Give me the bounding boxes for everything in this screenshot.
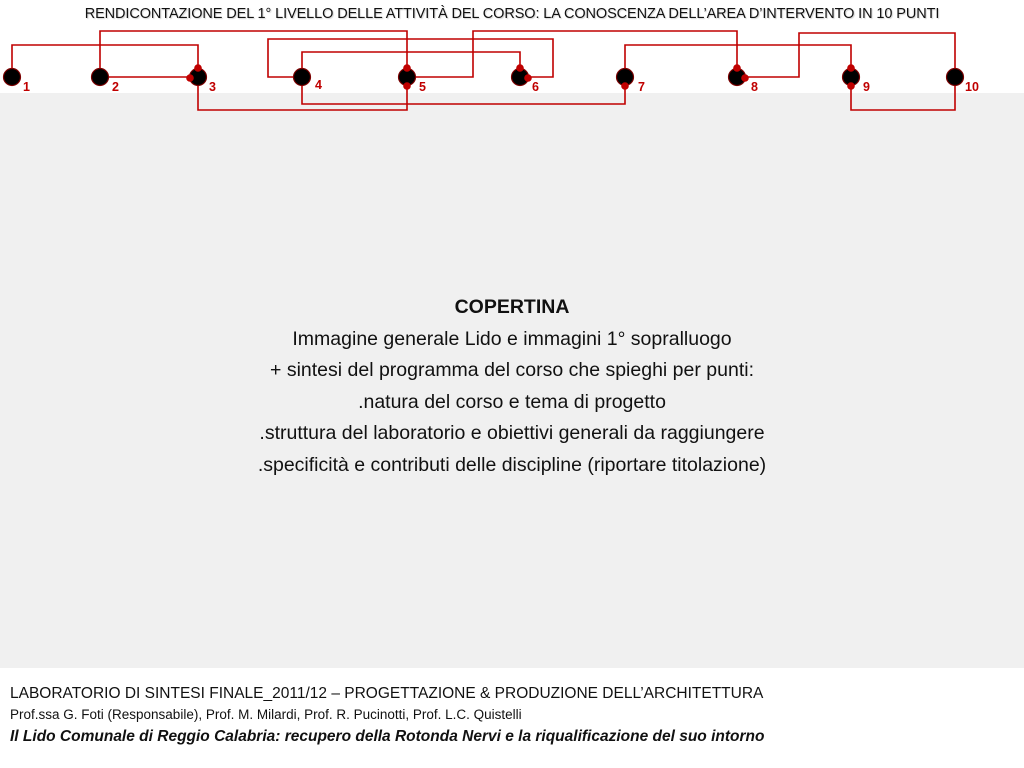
body-line: + sintesi del programma del corso che spieghi per punti: [270, 359, 754, 381]
connector-4-7 [302, 77, 625, 104]
body-line: .struttura del laboratorio e obiettivi generali da raggiungere [259, 422, 765, 444]
node-label-1: 1 [23, 80, 30, 94]
node-5 [399, 64, 416, 90]
node-label-9: 9 [863, 80, 870, 94]
node-7 [617, 69, 634, 90]
node-9 [843, 64, 860, 90]
node-6 [512, 64, 532, 85]
slide-footer [10, 683, 1020, 748]
node-label-3: 3 [209, 80, 216, 94]
slide-body [0, 292, 1024, 481]
ten-points-connection-diagram [0, 0, 1024, 120]
footer-course-name: LABORATORIO DI SINTESI FINALE_2011/12 – PROGETTAZIONE & PRODUZIONE DELL’ARCHITETTURA [10, 685, 764, 702]
node-label-7: 7 [638, 80, 645, 94]
node-3 [186, 64, 206, 85]
node-label-8: 8 [751, 80, 758, 94]
slide-title: RENDICONTAZIONE DEL 1° LIVELLO DELLE ATTIVITÀ DEL CORSO: LA CONOSCENZA DELL’AREA D’INTERVENTO IN 10 PUNTI [84, 6, 940, 22]
node-label-5: 5 [419, 80, 426, 94]
node-labels [23, 78, 979, 94]
node-2 [92, 69, 109, 86]
node-8 [729, 64, 749, 85]
node-label-10: 10 [965, 80, 979, 94]
node-label-6: 6 [532, 80, 539, 94]
footer-professors: Prof.ssa G. Foti (Responsabile), Prof. M. Milardi, Prof. R. Pucinotti, Prof. L.C. Quistelli [10, 707, 522, 722]
body-line: Immagine generale Lido e immagini 1° sopralluogo [292, 327, 732, 350]
node-4 [294, 69, 311, 86]
body-heading: COPERTINA [454, 296, 570, 318]
node-1 [4, 69, 21, 86]
node-label-2: 2 [112, 80, 119, 94]
footer-project-title: Il Lido Comunale di Reggio Calabria: recupero della Rotonda Nervi e la riqualificazione del suo intorno [10, 728, 765, 745]
node-10 [947, 69, 964, 86]
connector-5-8 [415, 31, 737, 77]
body-line: .specificità e contributi delle discipline (riportare titolazione) [257, 453, 767, 476]
node-label-4: 4 [315, 78, 322, 92]
connector-lines [12, 31, 955, 110]
body-line: .natura del corso e tema di progetto [358, 390, 666, 413]
connector-2-5 [100, 31, 407, 77]
